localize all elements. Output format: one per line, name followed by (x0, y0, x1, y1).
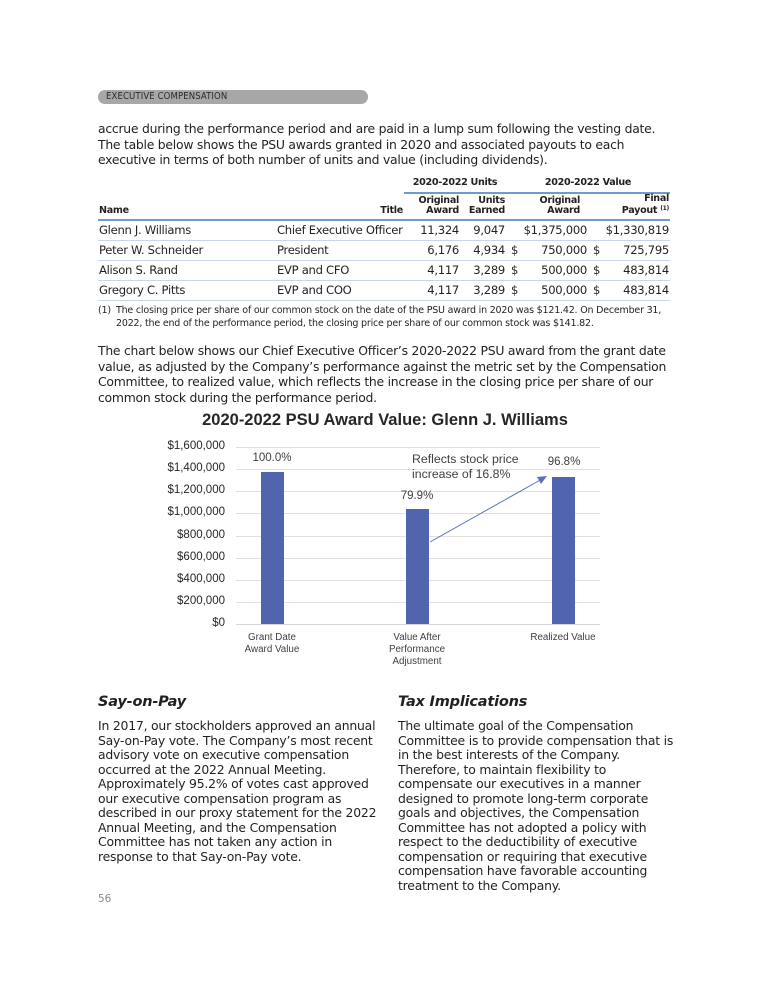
table-row (98, 240, 670, 260)
cell-title: EVP and CFO (276, 260, 404, 280)
cell-orig-value: $ 750,000 (506, 240, 588, 260)
cell-final-payout: $ 483,814 (588, 280, 670, 300)
table-row (98, 280, 670, 300)
tax-implications-heading: Tax Implications (398, 694, 528, 710)
x-category-label: Realized Value (530, 632, 596, 643)
psu-award-value-chart (150, 405, 620, 680)
bar-data-label: 96.8% (547, 456, 581, 468)
col-header-orig-units: Original Award (404, 193, 460, 220)
col-header-title: Title (276, 193, 404, 220)
chart-title: 2020-2022 PSU Award Value: Glenn J. Williams (202, 411, 568, 429)
cell-units-earned: 3,289 (460, 260, 506, 280)
cell-orig-units: 4,117 (404, 280, 460, 300)
y-tick: $1,000,000 (167, 506, 225, 518)
col-header-orig-value: Original Award (506, 193, 588, 220)
cell-name: Alison S. Rand (98, 260, 276, 280)
y-tick: $600,000 (177, 551, 225, 563)
cell-final-payout: $ 725,795 (588, 240, 670, 260)
cell-orig-value: $ 500,000 (506, 280, 588, 300)
bar-data-label: 100.0% (252, 452, 292, 464)
y-tick: $1,600,000 (167, 440, 225, 452)
cell-title: President (276, 240, 404, 260)
say-on-pay-heading: Say-on-Pay (98, 694, 187, 710)
chart-intro-paragraph: The chart below shows our Chief Executive Officer’s 2020-2022 PSU award from the grant date value, as adjusted by the Company’s performance against the metric set by the Compensation Committee, to realized value, which reflects the increase in the closing price per share of our common stock during the performance period. (98, 343, 667, 405)
chart-annotation: Reflects stock price increase of 16.8% (412, 452, 519, 481)
cell-orig-units: 4,117 (404, 260, 460, 280)
section-tab: EXECUTIVE COMPENSATION (98, 90, 368, 104)
cell-units-earned: 4,934 (460, 240, 506, 260)
page-number: 56 (98, 893, 112, 905)
cell-final-payout: $ 483,814 (588, 260, 670, 280)
x-category-label: Value After Performance Adjustment (388, 632, 446, 667)
footnote-marker: (1) (660, 205, 669, 212)
y-tick: $1,400,000 (167, 462, 225, 474)
cell-title: Chief Executive Officer (276, 220, 404, 241)
y-tick: $0 (212, 617, 225, 629)
cell-units-earned: 3,289 (460, 280, 506, 300)
col-header-final-payout: Final Payout $^{(1)}$ (588, 193, 670, 220)
table-row (98, 220, 670, 241)
footnote-number: (1) (98, 305, 111, 316)
cell-name: Glenn J. Williams (98, 220, 276, 241)
table-footnote (98, 305, 678, 330)
bar-data-label: 79.9% (400, 490, 434, 502)
group-header-units: 2020-2022 Units (404, 178, 506, 193)
cell-units-earned: 9,047 (460, 220, 506, 241)
say-on-pay-text: In 2017, our stockholders approved an annual Say-on-Pay vote. The Company’s most recent advisory vote on executive compensation occurred at the 2022 Annual Meeting. Approximately 95.2% of votes cast approved our executive compensation program as described in our proxy statement for the 2022 Annual Meeting, and the Compensation Committee has not taken any action in response to that Say-on-Pay vote. (98, 718, 377, 864)
cell-orig-value: $1,375,000 (506, 220, 588, 241)
y-tick: $400,000 (177, 573, 225, 585)
cell-orig-units: 6,176 (404, 240, 460, 260)
cell-name: Gregory C. Pitts (98, 280, 276, 300)
cell-orig-value: $ 500,000 (506, 260, 588, 280)
tax-implications-text: The ultimate goal of the Compensation Committee is to provide compensation that is in the best interests of the Company. Therefore, to maintain flexibility to compensate our executives in a manner designed to promote long-term corporate goals and objectives, the Compensation Committee has not adopted a policy with respect to the deductibility of executive compensation or requiring that executive compensation have favorable accounting treatment to the Company. (398, 718, 674, 893)
cell-orig-units: 11,324 (404, 220, 460, 241)
footnote-text: The closing price per share of our common stock on the date of the PSU award in 2020 was $121.42. On December 31, 2022, the end of the performance period, the closing price per share of our common stock was $141.82. (116, 305, 662, 329)
cell-title: EVP and COO (276, 280, 404, 300)
y-tick: $1,200,000 (167, 484, 225, 496)
intro-paragraph: accrue during the performance period and are paid in a lump sum following the vesting date. The table below shows the PSU awards granted in 2020 and associated payouts to each executive in terms of both number of units and value (including dividends). (98, 121, 656, 167)
group-header-value: 2020-2022 Value (506, 178, 670, 193)
y-tick: $800,000 (177, 529, 225, 541)
col-header-units-earned: Units Earned (460, 193, 506, 220)
y-tick: $200,000 (177, 595, 225, 607)
psu-awards-table (98, 178, 670, 301)
table-row (98, 260, 670, 280)
cell-name: Peter W. Schneider (98, 240, 276, 260)
cell-final-payout: $1,330,819 (588, 220, 670, 241)
col-header-name: Name (98, 193, 276, 220)
x-category-label: Grant Date Award Value (244, 632, 300, 655)
